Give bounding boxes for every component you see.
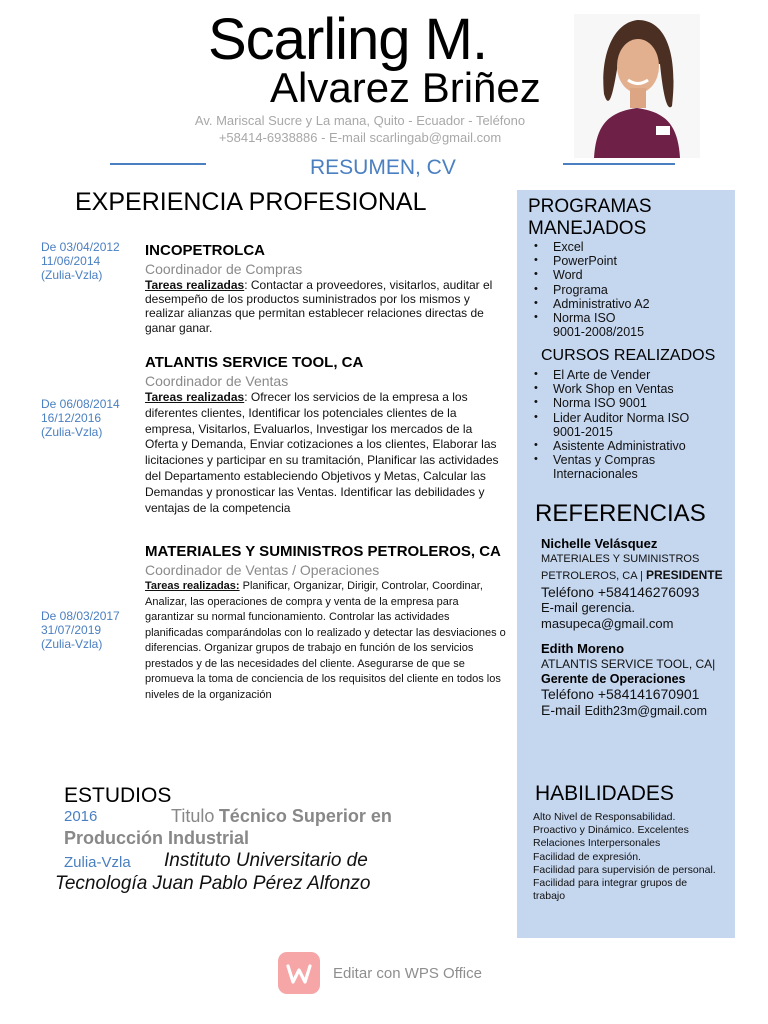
education-title-line1 <box>171 806 392 827</box>
profile-photo-image <box>574 14 700 158</box>
education-institution-line1: Instituto Universitario de <box>164 850 368 871</box>
skill-item: Facilidad para integrar grupos de <box>533 877 688 890</box>
job-location: (Zulia-Vzla) <box>41 425 103 439</box>
job-date-end: 11/06/2014 <box>41 254 101 268</box>
list-item: • Programa <box>528 283 728 297</box>
list-item: 9001-2008/2015 <box>553 325 645 340</box>
job-role: Coordinador de Ventas <box>145 373 289 389</box>
skill-item: Facilidad de expresión. <box>533 850 641 863</box>
skill-item: Relaciones Interpersonales <box>533 837 661 850</box>
programs-heading <box>528 196 652 240</box>
list-item: • Ventas y Compras <box>528 453 728 467</box>
job-tasks <box>145 278 505 335</box>
job-role: Coordinador de Compras <box>145 261 303 277</box>
list-item: • Work Shop en Ventas <box>528 382 728 396</box>
tasks-label: Tareas realizadas <box>145 390 245 404</box>
skill-item: trabajo <box>533 890 566 903</box>
name-last: Alvarez Briñez <box>270 64 541 111</box>
reference-card <box>541 536 731 632</box>
resume-title: RESUMEN, CV <box>310 156 456 179</box>
job-location: (Zulia-Vzla) <box>41 268 103 282</box>
job-company: MATERIALES Y SUMINISTROS PETROLEROS, CA <box>145 543 501 560</box>
courses-heading: CURSOS REALIZADOS <box>541 347 716 364</box>
skills-list <box>533 811 733 903</box>
skill-item: Alto Nivel de Responsabilidad. <box>533 811 676 823</box>
list-item: • PowerPoint <box>528 254 728 268</box>
reference-company-position <box>541 567 731 584</box>
reference-email-row <box>541 702 731 719</box>
courses-list <box>528 368 728 482</box>
reference-name: Edith Moreno <box>541 641 625 656</box>
education-title-bold: Técnico Superior en <box>218 806 392 826</box>
tasks-label: Tareas realizadas <box>145 278 245 292</box>
programs-heading-line1: PROGRAMAS <box>528 196 652 217</box>
job-dates <box>41 397 141 439</box>
title-rule-left <box>110 163 206 165</box>
job-company: ATLANTIS SERVICE TOOL, CA <box>145 354 364 371</box>
reference-email: E-mail gerencia. <box>541 600 635 615</box>
tasks-text: : Contactar a proveedores, visitarlos, auditar el desempeño de los productos suministrados por los mismos y realizar alianzas que permitan establecer relaciones directas de ganar ganar. <box>145 278 493 335</box>
list-item: • El Arte de Vender <box>528 368 728 382</box>
list-item: • Asistente Administrativo <box>528 439 728 453</box>
profile-photo <box>574 14 700 158</box>
job-role: Coordinador de Ventas / Operaciones <box>145 562 380 578</box>
title-rule-right <box>563 163 675 165</box>
reference-position: Gerente de Operaciones <box>541 672 686 686</box>
job-tasks <box>145 579 507 703</box>
tasks-text: Planificar, Organizar, Dirigir, Controlar, Coordinar, Analizar, las operaciones de compra y venta de la empresa para garantizar su normal funcionamiento. Controlar las actividades planificadas comparándolas con lo realizado y detectar las desviaciones o diferencias. Organizar grupos de trabajo en función de los servicios prestados y de las necesidades del cliente. Asegurarse de que se promueva la toma de conciencia de los requisitos del cliente en todos los niveles de la organización <box>145 580 506 701</box>
tasks-text: : Ofrecer los servicios de la empresa a los diferentes clientes, Identificar los potenciales clientes de la empresa, Visitarlos, Evaluarlos, Investigar los mercados de la Oferta y Demanda, Enviar cotizaciones a los clientes, Elaborar las licitaciones y participar en su tramitación, Planificar las actividades del Departamento estableciendo Objetivos y Metas, Calcular las Demandas y pronosticar las Ventas. Identificar las debilidades y ventajas de la competencia <box>145 390 499 515</box>
job-date-start: De 03/04/2012 <box>41 240 120 254</box>
education-location: Zulia-Vzla <box>64 854 131 871</box>
reference-email-label: E-mail <box>541 702 581 718</box>
list-item: Internacionales <box>553 467 638 482</box>
reference-email-cont: masupeca@gmail.com <box>541 616 674 631</box>
job-location: (Zulia-Vzla) <box>41 637 103 651</box>
skill-item: Proactivo y Dinámico. Excelentes <box>533 824 689 837</box>
education-heading: ESTUDIOS <box>64 784 172 807</box>
job-date-end: 16/12/2016 <box>41 411 102 425</box>
wps-edit-link[interactable]: Editar con WPS Office <box>333 965 482 982</box>
list-item: • Lider Auditor Norma ISO <box>528 411 728 425</box>
list-item: • Excel <box>528 240 728 254</box>
job-date-start: De 06/08/2014 <box>41 397 120 411</box>
reference-company: ATLANTIS SERVICE TOOL, CA| <box>541 657 716 671</box>
name-first: Scarling M. <box>208 7 488 72</box>
tasks-label: Tareas realizadas: <box>145 580 240 592</box>
contact-address: Av. Mariscal Sucre y La mana, Quito - Ecuador - Teléfono <box>194 113 526 128</box>
reference-phone: Teléfono +584146276093 <box>541 584 700 600</box>
reference-phone: Teléfono +584141670901 <box>541 686 700 702</box>
programs-list <box>528 240 728 339</box>
job-dates <box>41 240 141 282</box>
list-item: • Administrativo A2 <box>528 297 728 311</box>
wps-office-icon[interactable] <box>278 952 320 994</box>
reference-card <box>541 641 731 719</box>
education-institution-line2: Tecnología Juan Pablo Pérez Alfonzo <box>55 873 371 894</box>
skill-item: Facilidad para supervisión de personal. <box>533 863 716 876</box>
list-item: • Word <box>528 268 728 282</box>
programs-heading-line2: MANEJADOS <box>528 218 647 239</box>
list-item: • Norma ISO <box>528 311 728 325</box>
wps-logo-icon <box>278 952 320 994</box>
reference-name: Nichelle Velásquez <box>541 536 658 551</box>
job-date-end: 31/07/2019 <box>41 623 102 637</box>
list-item: 9001-2015 <box>553 424 613 439</box>
job-dates <box>41 609 141 651</box>
experience-heading: EXPERIENCIA PROFESIONAL <box>75 188 427 216</box>
job-tasks <box>145 390 505 516</box>
reference-company-line2: PETROLEROS, CA | <box>541 570 643 582</box>
reference-position: PRESIDENTE <box>645 568 723 582</box>
contact-phone-email: +58414-6938886 - E-mail scarlingab@gmail.com <box>218 130 502 145</box>
education-year: 2016 <box>64 808 98 825</box>
job-company: INCOPETROLCA <box>145 242 265 259</box>
job-date-start: De 08/03/2017 <box>41 609 120 623</box>
skills-heading: HABILIDADES <box>535 782 674 805</box>
reference-company: MATERIALES Y SUMINISTROS <box>541 553 700 565</box>
list-item: • Norma ISO 9001 <box>528 396 728 410</box>
references-heading: REFERENCIAS <box>535 500 706 527</box>
education-title-line2: Producción Industrial <box>64 828 250 848</box>
reference-email: Edith23m@gmail.com <box>584 704 708 718</box>
education-title-prefix: Titulo <box>171 806 215 826</box>
